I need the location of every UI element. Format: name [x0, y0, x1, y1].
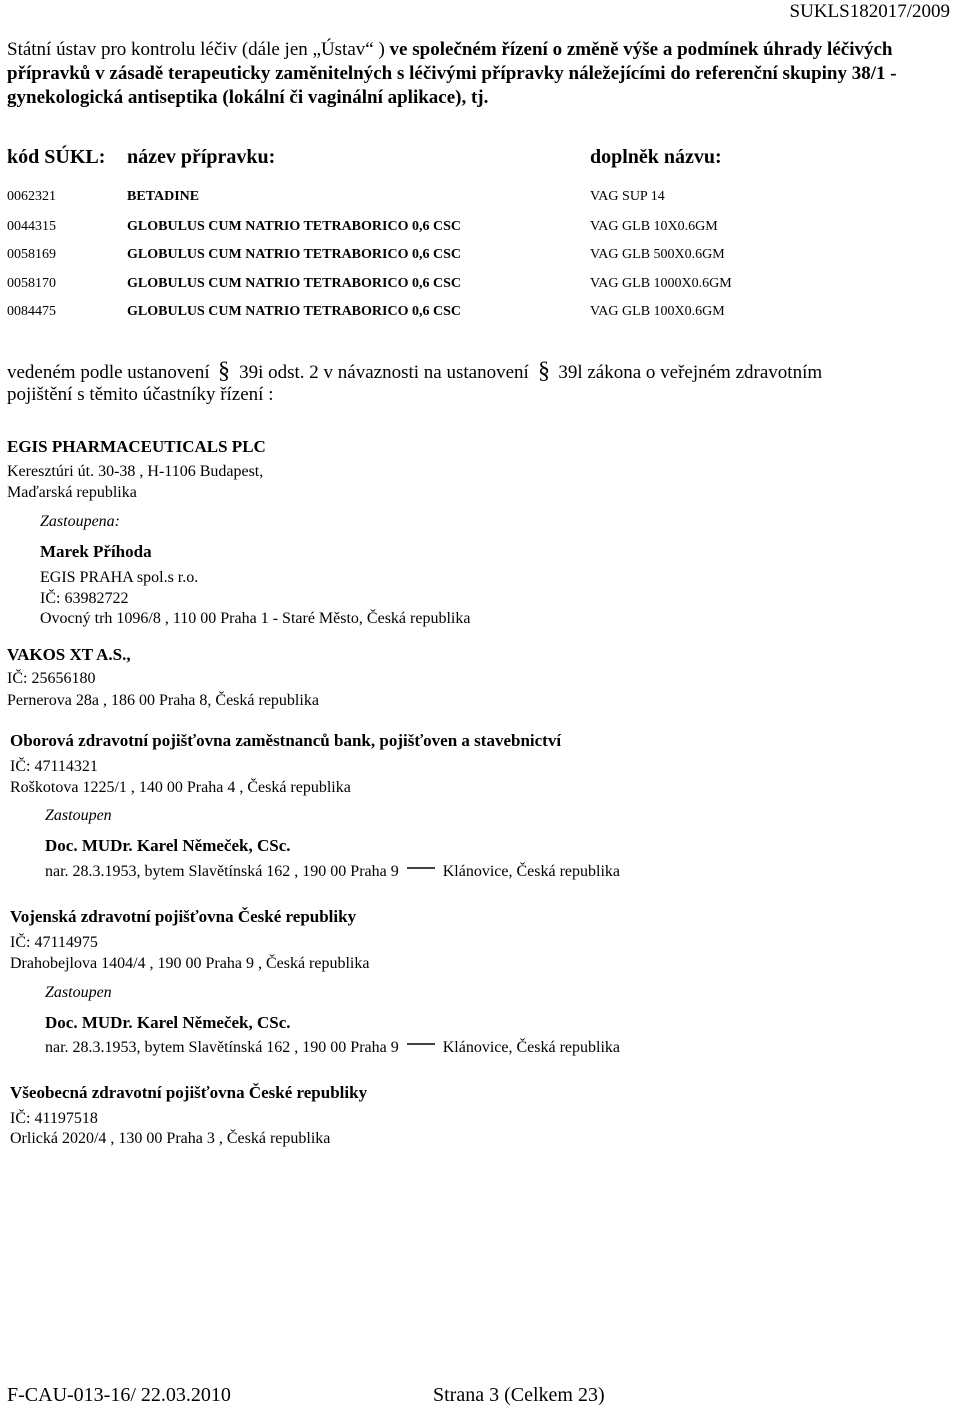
party-egis-address1: Keresztúri út. 30-38 , H-1106 Budapest,: [7, 463, 264, 480]
legal-basis-line2: pojištění s těmito účastníky řízení :: [7, 384, 274, 405]
party-ozp-represented-label: Zastoupen: [45, 807, 112, 824]
legal-part3: 39l zákona o veřejném zdravotním: [558, 362, 823, 383]
svg-text:§: §: [218, 358, 231, 384]
row-supplement: VAG GLB 500X0.6GM: [590, 247, 725, 262]
party-egis-address2: Maďarská republika: [7, 484, 137, 501]
party-ozp-rep-born: [45, 863, 620, 881]
party-ozp-address: Roškotova 1225/1 , 140 00 Praha 4 , Česká republika: [10, 779, 351, 796]
rep-born-text: nar. 28.3.1953, bytem Slavětínská 162 , 190 00 Praha 9: [45, 863, 399, 880]
row-supplement: VAG GLB 1000X0.6GM: [590, 276, 732, 291]
row-supplement: VAG GLB 100X0.6GM: [590, 304, 725, 319]
footer-page-number: Strana 3 (Celkem 23): [433, 1384, 605, 1406]
rep-born-text: nar. 28.3.1953, bytem Slavětínská 162 , 190 00 Praha 9: [45, 1039, 399, 1056]
row-code: 0058170: [7, 276, 56, 291]
row-code: 0044315: [7, 219, 56, 234]
row-name: GLOBULUS CUM NATRIO TETRABORICO 0,6 CSC: [127, 304, 461, 319]
party-egis-rep-ic: IČ: 63982722: [40, 590, 129, 607]
party-vozp-represented-label: Zastoupen: [45, 984, 112, 1001]
party-vakos-name: VAKOS XT A.S.,: [7, 645, 131, 664]
party-egis-represented-label: Zastoupena:: [40, 513, 120, 530]
row-code: 0058169: [7, 247, 56, 262]
party-egis-rep-company: EGIS PRAHA spol.s r.o.: [40, 569, 199, 586]
party-vozp-address: Drahobejlova 1404/4 , 190 00 Praha 9 , Česká republika: [10, 955, 370, 972]
party-vzp-ic: IČ: 41197518: [10, 1110, 98, 1127]
row-supplement: VAG GLB 10X0.6GM: [590, 219, 718, 234]
legal-basis-line1: [7, 358, 822, 384]
party-egis-rep-name: Marek Příhoda: [40, 542, 152, 561]
footer-form-code: F-CAU-013-16/ 22.03.2010: [7, 1384, 231, 1406]
row-name: GLOBULUS CUM NATRIO TETRABORICO 0,6 CSC: [127, 247, 461, 262]
row-code: 0062321: [7, 189, 56, 204]
rep-place-text: Klánovice, Česká republika: [442, 1039, 621, 1056]
party-vakos-ic: IČ: 25656180: [7, 670, 96, 687]
party-ozp-rep-name: Doc. MUDr. Karel Němeček, CSc.: [45, 836, 291, 855]
header-name: název přípravku:: [127, 146, 276, 168]
party-vzp-name: Všeobecná zdravotní pojišťovna České republiky: [10, 1083, 368, 1102]
row-name: GLOBULUS CUM NATRIO TETRABORICO 0,6 CSC: [127, 219, 461, 234]
rep-place-text: Klánovice, Česká republika: [442, 863, 621, 880]
section-sign-icon: [536, 358, 552, 384]
header-code: kód SÚKL:: [7, 146, 106, 168]
party-vozp-rep-born: [45, 1039, 620, 1057]
document-id: SUKLS182017/2009: [789, 1, 950, 22]
header-supplement: doplněk názvu:: [590, 146, 722, 168]
legal-part1: vedeném podle ustanovení: [7, 362, 210, 383]
party-ozp-name: Oborová zdravotní pojišťovna zaměstnanců bank, pojišťoven a stavebnictví: [10, 731, 562, 750]
row-name: BETADINE: [127, 189, 200, 204]
party-vozp-name: Vojenská zdravotní pojišťovna České republiky: [10, 907, 357, 926]
intro-bold: ve společném řízení o změně výše a podmínek úhrady léčivých přípravků v zásadě terapeuticky zaměnitelných s léčivými přípravky náležejícími do referenční skupiny 38/1 - gynekologická antiseptika (lokální či vaginální aplikace), tj.: [7, 39, 897, 108]
intro-paragraph: [7, 38, 952, 110]
svg-text:§: §: [537, 358, 550, 384]
party-vzp-address: Orlická 2020/4 , 130 00 Praha 3 , Česká republika: [10, 1130, 331, 1147]
party-egis-name: EGIS PHARMACEUTICALS PLC: [7, 437, 266, 456]
row-code: 0084475: [7, 304, 56, 319]
dash-icon: [405, 863, 437, 873]
legal-part2: 39i odst. 2 v návaznosti na ustanovení: [239, 362, 529, 383]
row-supplement: VAG SUP 14: [590, 189, 665, 204]
section-sign-icon: [216, 358, 232, 384]
intro-plain: Státní ústav pro kontrolu léčiv (dále jen „Ústav“ ): [7, 39, 390, 60]
party-vakos-address: Pernerova 28a , 186 00 Praha 8, Česká republika: [7, 692, 319, 709]
party-vozp-ic: IČ: 47114975: [10, 934, 98, 951]
party-vozp-rep-name: Doc. MUDr. Karel Němeček, CSc.: [45, 1013, 291, 1032]
party-egis-rep-address: Ovocný trh 1096/8 , 110 00 Praha 1 - Staré Město, Česká republika: [40, 610, 471, 627]
row-name: GLOBULUS CUM NATRIO TETRABORICO 0,6 CSC: [127, 276, 461, 291]
dash-icon: [405, 1039, 437, 1049]
party-ozp-ic: IČ: 47114321: [10, 758, 98, 775]
